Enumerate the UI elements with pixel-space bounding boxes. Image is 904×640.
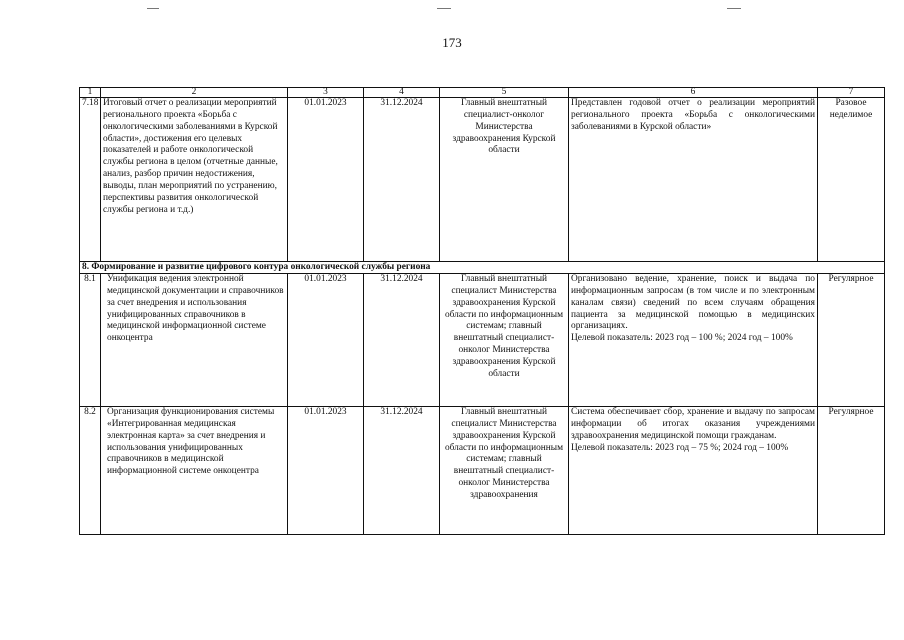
periodicity-cell: Регулярное bbox=[818, 274, 885, 407]
end-date-cell: 31.12.2024 bbox=[364, 98, 440, 262]
row-number: 8.2 bbox=[80, 407, 101, 535]
result-cell: Представлен годовой отчет о реализации мероприятий регионального проекта «Борьба с онкологическими заболеваниями в Курской области» bbox=[569, 98, 818, 262]
result-cell bbox=[569, 407, 818, 535]
periodicity-cell: Регулярное bbox=[818, 407, 885, 535]
start-date-cell: 01.01.2023 bbox=[288, 98, 364, 262]
column-header: 3 bbox=[288, 88, 364, 98]
end-date-cell: 31.12.2024 bbox=[364, 274, 440, 407]
column-header: 4 bbox=[364, 88, 440, 98]
target-indicator: Целевой показатель: 2023 год – 75 %; 2024 год – 100% bbox=[571, 442, 789, 453]
responsible-cell: Главный внештатный специалист Министерства здравоохранения Курской области по информационным системам; главный внештатный специалист-онколог Министерства здравоохранения Курской области bbox=[440, 274, 569, 407]
column-header: 1 bbox=[80, 88, 101, 98]
table-row bbox=[80, 407, 885, 535]
column-header: 6 bbox=[569, 88, 818, 98]
end-date-cell: 31.12.2024 bbox=[364, 407, 440, 535]
row-number: 8.1 bbox=[80, 274, 101, 407]
activity-cell: Унификация ведения электронной медицинской документации и справочников за счет внедрения и использования унифицированных справочников в медицинской информационной системе онкоцентра bbox=[101, 274, 288, 407]
table-row bbox=[80, 274, 885, 407]
scan-artifact-center bbox=[437, 8, 451, 9]
scan-artifact-right bbox=[727, 8, 741, 9]
column-header: 7 bbox=[818, 88, 885, 98]
result-text: Организовано ведение, хранение, поиск и выдача по информационным запросам (в том числе и по электронным каналам связи) сведений по всем случаям обращения пациента за медицинской помощью в медицинских организациях. bbox=[571, 274, 815, 332]
activity-cell: Итоговый отчет о реализации мероприятий регионального проекта «Борьба с онкологическими заболеваниями в Курской области», достижения его целевых показателей и работе онкологической службы региона в целом (отчетные данные, анализ, разбор причин недостижения, выводы, план мероприятий по устранению, перспективы развития онкологической службы региона и т.д.) bbox=[101, 98, 288, 262]
start-date-cell: 01.01.2023 bbox=[288, 274, 364, 407]
responsible-cell: Главный внештатный специалист Министерства здравоохранения Курской области по информационным системам; главный внештатный специалист-онколог Министерства здравоохранения bbox=[440, 407, 569, 535]
column-header: 2 bbox=[101, 88, 288, 98]
column-header: 5 bbox=[440, 88, 569, 98]
scan-artifact-left bbox=[147, 8, 159, 9]
periodicity-cell: Разовое неделимое bbox=[818, 98, 885, 262]
row-number: 7.18 bbox=[80, 98, 101, 262]
table-row bbox=[80, 98, 885, 262]
column-header-row bbox=[80, 88, 885, 98]
result-cell bbox=[569, 274, 818, 407]
activity-cell: Организация функционирования системы «Интегрированная медицинская электронная карта» за счет внедрения и использования унифицированных справочников в медицинской информационной системе онкоцентра bbox=[101, 407, 288, 535]
section-header-row bbox=[80, 262, 885, 274]
section-title: 8. Формирование и развитие цифрового контура онкологической службы региона bbox=[80, 262, 885, 274]
target-indicator: Целевой показатель: 2023 год – 100 %; 2024 год – 100% bbox=[571, 333, 793, 344]
start-date-cell: 01.01.2023 bbox=[288, 407, 364, 535]
page-number: 173 bbox=[442, 35, 462, 50]
plan-table bbox=[79, 87, 885, 535]
result-text: Система обеспечивает сбор, хранение и выдачу по запросам информации об итогах оказания учреждениями здравоохранения медицинской помощи гражданам. bbox=[571, 407, 815, 441]
responsible-cell: Главный внештатный специалист-онколог Министерства здравоохранения Курской области bbox=[440, 98, 569, 262]
